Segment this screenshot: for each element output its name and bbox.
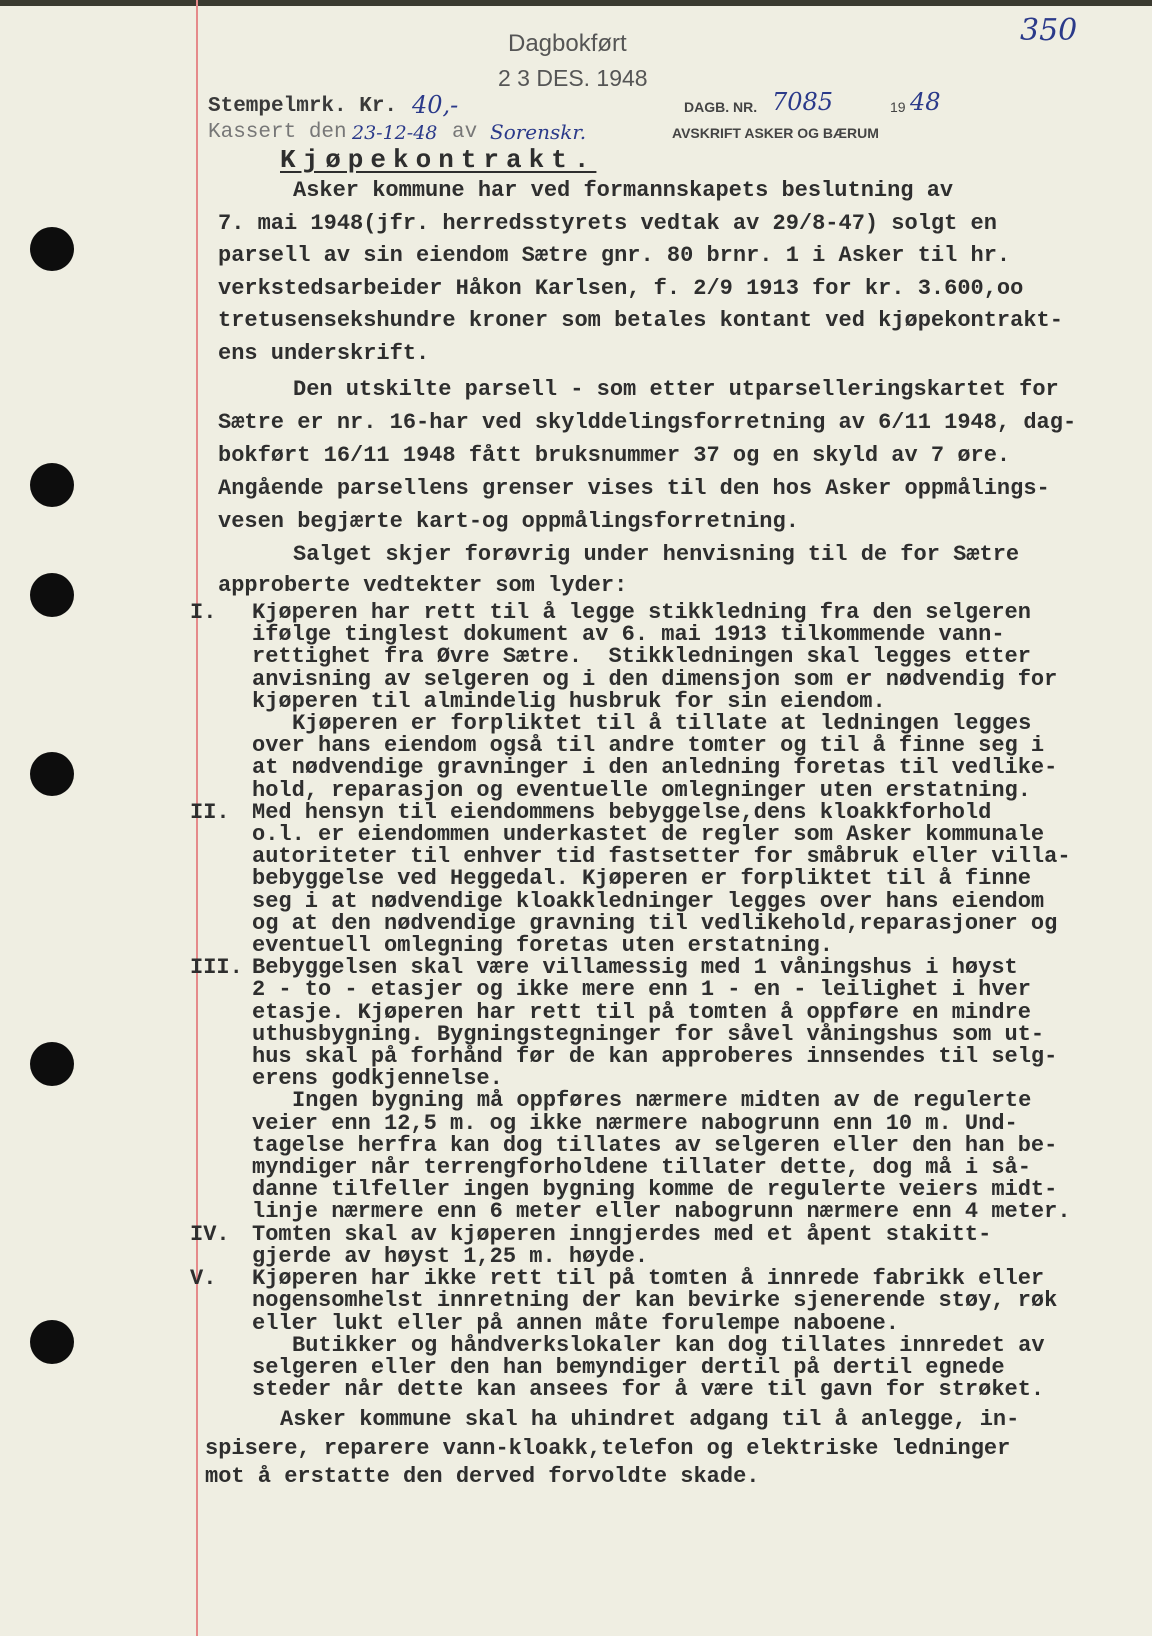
stamp-dagbokfort: Dagbokført [508, 30, 627, 57]
text-line: at nødvendige gravninger i den anledning foretas til vedlike- [252, 755, 1058, 781]
text-line: Kjøperen har ikke rett til på tomten å innrede fabrikk eller [252, 1266, 1045, 1292]
statute-section [190, 955, 1152, 1092]
text-line: 7. mai 1948(jfr. herredsstyrets vedtak av 29/8-47) solgt en [218, 210, 997, 236]
text-line: over hans eiendom også til andre tomter og til å finne seg i [252, 733, 1045, 759]
text-line: Sætre er nr. 16-har ved skylddelingsforretning av 6/11 1948, dag- [218, 410, 1077, 435]
text-line: ens underskrift. [218, 340, 430, 366]
text-line: hus skal på forhånd før de kan approberes innsendes til selg- [252, 1044, 1058, 1070]
text-line: ifølge tinglest dokument av 6. mai 1913 tilkommende vann- [252, 622, 1005, 648]
section-numeral: V. [190, 1266, 217, 1292]
dagb-number: 7085 [772, 88, 834, 116]
text-line: nogensomhelst innretning der kan bevirke sjenerende støy, røk [252, 1288, 1058, 1314]
section-numeral: II. [190, 799, 230, 825]
text-line: danne tilfeller ingen bygning komme de regulerte veiers midt- [252, 1177, 1058, 1203]
statute-section [190, 1266, 1152, 1336]
text-line: verkstedsarbeider Håkon Karlsen, f. 2/9 1913 for kr. 3.600,oo [218, 275, 1024, 301]
punch-hole-icon [30, 463, 74, 507]
text-line: tagelse herfra kan dog tillates av selgeren eller den han be- [252, 1132, 1058, 1158]
paragraph-municipal-access [205, 1406, 1105, 1492]
text-line: bebyggelse ved Heggedal. Kjøperen er forpliktet til å finne [252, 866, 1031, 892]
text-line: Kjøperen har rett til å legge stikkledning fra den selgeren [252, 600, 1031, 625]
stempel-label: Stempelmrk. Kr. [208, 95, 398, 118]
paragraph-sale [218, 175, 1118, 371]
section-numeral: IV. [190, 1221, 230, 1247]
text-line: Bebyggelsen skal være villamessig med 1 våningshus i høyst [252, 955, 1018, 981]
page-number: 350 [1020, 13, 1078, 48]
punch-hole-icon [30, 752, 74, 796]
text-line: rettighet fra Øvre Sætre. Stikkledningen skal legges etter [252, 644, 1031, 670]
statute-section [252, 713, 1152, 802]
text-line: veier enn 12,5 m. og ikke nærmere nabogrunn enn 10 m. Und- [252, 1110, 1018, 1136]
statute-section [252, 1090, 1152, 1223]
document-title: Kjøpekontrakt. [280, 145, 597, 175]
kassert-by-signature: Sorenskr. [490, 120, 587, 144]
avskrift-stamp: AVSKRIFT ASKER OG BÆRUM [672, 125, 879, 141]
scan-top-edge [0, 0, 1152, 6]
text-line: Med hensyn til eiendommens bebyggelse,dens kloakkforhold [252, 799, 992, 825]
kassert-date: 23-12-48 [352, 122, 438, 144]
paragraph-terms-intro [218, 539, 1118, 601]
text-line: erens godkjennelse. [252, 1066, 503, 1092]
dagb-year: 48 [910, 88, 941, 116]
dagb-label: DAGB. NR. [684, 99, 758, 115]
statute-section [252, 1332, 1152, 1403]
text-line: eller lukt eller på annen måte forulempe naboene. [252, 1310, 899, 1336]
text-line: Angående parsellens grenser vises til den hos Asker oppmålings- [218, 476, 1050, 501]
paragraph-parcel [218, 373, 1118, 538]
text-line: Ingen bygning må oppføres nærmere midten av de regulerte [292, 1088, 1032, 1114]
text-line: myndiger når terrengforholdene tillater dette, dog må i så- [252, 1155, 1031, 1181]
text-line: 2 - to - etasjer og ikke mere enn 1 - en - leilighet i hver [252, 977, 1031, 1003]
text-line: gjerde av høyst 1,25 m. høyde. [252, 1243, 649, 1269]
text-line: steder når dette kan ansees for å være til gavn for strøket. [252, 1377, 1045, 1403]
text-line: Butikker og håndverkslokaler kan dog tillates innredet av [292, 1332, 1045, 1358]
text-line: vesen begjærte kart-og oppmålingsforretning. [218, 509, 799, 534]
text-line: hold, reparasjon og eventuelle omlegninger uten erstatning. [252, 777, 1031, 803]
punch-hole-icon [30, 227, 74, 271]
text-line: uthusbygning. Bygningstegninger for såvel våningshus som ut- [252, 1021, 1045, 1047]
punch-hole-icon [30, 1042, 74, 1086]
text-line: eventuell omlegning foretas uten erstatning. [252, 933, 833, 959]
av-label: av [452, 121, 478, 144]
section-numeral: I. [190, 600, 217, 625]
section-numeral: III. [190, 955, 243, 981]
text-line: anvisning av selgeren og i den dimensjon som er nødvendig for [252, 666, 1058, 692]
text-line: Tomten skal av kjøperen inngjerdes med et åpent stakitt- [252, 1221, 992, 1247]
text-line: spisere, reparere vann-kloakk,telefon og elektriske ledninger [205, 1435, 1011, 1461]
text-line: og at den nødvendige gravning til vedlikehold,reparasjoner og [252, 910, 1058, 936]
text-line: Den utskilte parsell - som etter utparselleringskartet for [293, 377, 1059, 402]
stamp-date: 2 3 DES. 1948 [498, 65, 648, 91]
dagb-year-prefix: 19 [890, 99, 906, 115]
text-line: parsell av sin eiendom Sætre gnr. 80 brnr. 1 i Asker til hr. [218, 243, 1011, 269]
text-line: autoriteter til enhver tid fastsetter for småbruk eller villa- [252, 844, 1071, 870]
text-line: tretusensekshundre kroner som betales kontant ved kjøpekontrakt- [218, 308, 1063, 334]
statute-section [190, 1221, 1152, 1269]
kassert-label: Kassert den [208, 121, 347, 144]
text-line: Asker kommune skal ha uhindret adgang til å anlegge, in- [280, 1407, 1020, 1432]
text-line: Asker kommune har ved formannskapets beslutning av [293, 178, 954, 203]
text-line: seg i at nødvendige kloakkledninger legges over hans eiendom [252, 888, 1045, 914]
statutes-sections [190, 600, 1152, 1403]
punch-hole-icon [30, 1320, 74, 1364]
stempel-value: 40,- [412, 91, 459, 119]
text-line: bokført 16/11 1948 fått bruksnummer 37 og en skyld av 7 øre. [218, 443, 1011, 468]
punch-hole-icon [30, 573, 74, 617]
statute-section [190, 600, 1152, 714]
text-line: linje nærmere enn 6 meter eller nabogrunn nærmere enn 4 meter. [252, 1199, 1071, 1225]
text-line: Kjøperen er forpliktet til å tillate at ledningen legges [292, 711, 1032, 737]
text-line: etasje. Kjøperen har rett til på tomten å oppføre en mindre [252, 999, 1031, 1025]
text-line: mot å erstatte den derved forvoldte skade. [205, 1464, 760, 1489]
text-line: approberte vedtekter som lyder: [218, 573, 628, 598]
text-line: Salget skjer forøvrig under henvisning til de for Sætre [293, 542, 1020, 567]
statute-section [190, 799, 1152, 959]
text-line: selgeren eller den han bemyndiger dertil på dertil egnede [252, 1354, 1005, 1380]
text-line: kjøperen til almindelig husbruk for sin eiendom. [252, 688, 886, 714]
text-line: o.l. er eiendommen underkastet de regler som Asker kommunale [252, 822, 1045, 848]
